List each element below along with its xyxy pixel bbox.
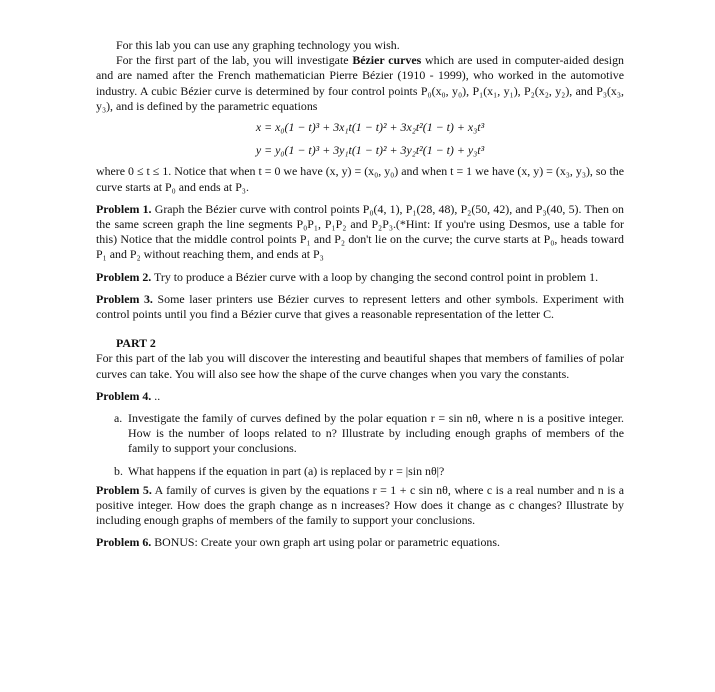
problem-4b xyxy=(114,464,624,479)
lab-document xyxy=(96,38,624,551)
intro-text-b: which are used in computer-aided design and are named after the French mathematician Pierre Bézier (1910 - 1999), who worked in the automotive industry. A cubic Bézier curve is determined by four control points P₀(x₀, y₀), P₁(x₁, y₁), P₂(x₂, y₂), and P₃(x₃, y₃), and is defined by the parametric equations xyxy=(96,53,624,113)
problem-2 xyxy=(96,270,624,285)
intro-paragraph-2 xyxy=(96,53,624,114)
problem-4b-text: What happens if the equation in part (a) is replaced by r = |sin nθ|? xyxy=(128,463,445,478)
problem-5-text: A family of curves is given by the equations r = 1 + c sin nθ, where c is a real number and n is a positive integer. How does the graph change as n increases? How does it change as c changes? Illustrate by including enough graphs of members of the family to support your conclusions. xyxy=(96,482,624,528)
problem-2-text: Try to produce a Bézier curve with a loop by changing the second control point in problem 1. xyxy=(151,269,599,284)
intro-paragraph-1: For this lab you can use any graphing technology you wish. xyxy=(116,38,400,52)
bezier-curves-term: Bézier curves xyxy=(352,53,422,68)
problem-4b-label: b. xyxy=(114,463,123,478)
problem-4a xyxy=(114,411,624,457)
problem-4-parts xyxy=(114,411,624,479)
intro-text-a: For the first part of the lab, you will investigate xyxy=(116,53,353,68)
problem-4-label: Problem 4. xyxy=(96,388,152,403)
problem-5-label: Problem 5. xyxy=(96,482,152,497)
problem-6-label: Problem 6. xyxy=(96,535,152,550)
problem-4a-text: Investigate the family of curves defined by the polar equation r = sin nθ, where n is a positive integer. How is the number of loops related to n? Illustrate by including enough graphs of members of the family to support your conclusions. xyxy=(128,411,624,456)
problem-3-text: Some laser printers use Bézier curves to represent letters and other symbols. Experiment with control points until you find a Bézier curve that gives a reasonable representation of the letter C. xyxy=(96,291,624,322)
problem-6-text: BONUS: Create your own graph art using polar or parametric equations. xyxy=(151,535,500,550)
part-2-heading: PART 2 xyxy=(116,336,156,351)
problem-3-label: Problem 3. xyxy=(96,291,153,306)
problem-4a-label: a. xyxy=(114,411,123,426)
problem-6 xyxy=(96,535,624,550)
problem-1 xyxy=(96,202,624,263)
equation-x: x = x₀(1 − t)³ + 3x₁t(1 − t)² + 3x₂t²(1 − t) + x₃t³ xyxy=(255,120,485,135)
part-2-intro: For this part of the lab you will discover the interesting and beautiful shapes that members of families of polar curves can take. You will also see how the shape of the curve changes when you vary the constants. xyxy=(96,351,624,381)
problem-4 xyxy=(96,389,624,404)
problem-5 xyxy=(96,483,624,529)
intro-paragraph-3: where 0 ≤ t ≤ 1. Notice that when t = 0 we have (x, y) = (x₀, y₀) and when t = 1 we have (x, y) = (x₃, y₃), so the curve starts at P₀ and ends at P₃. xyxy=(96,164,624,194)
problem-1-text: Graph the Bézier curve with control points P₀(4, 1), P₁(28, 48), P₂(50, 42), and P₃(40, 5). Then on the same screen graph the line segments P₀P₁, P₁P₂ and P₂P₃.(*Hint: If you're using Desmos, use a table for this) Notice that the middle control points P₁ and P₂ don't lie on the curve; the curve starts at P₀, heads toward P₁ and P₂ without reaching them, and ends at P₃ xyxy=(96,201,624,262)
problem-4-text: .. xyxy=(151,388,161,403)
problem-3 xyxy=(96,292,624,322)
problem-1-label: Problem 1. xyxy=(96,201,152,216)
equation-y: y = y₀(1 − t)³ + 3y₁t(1 − t)² + 3y₂t²(1 − t) + y₃t³ xyxy=(255,143,485,158)
problem-2-label: Problem 2. xyxy=(96,269,152,284)
